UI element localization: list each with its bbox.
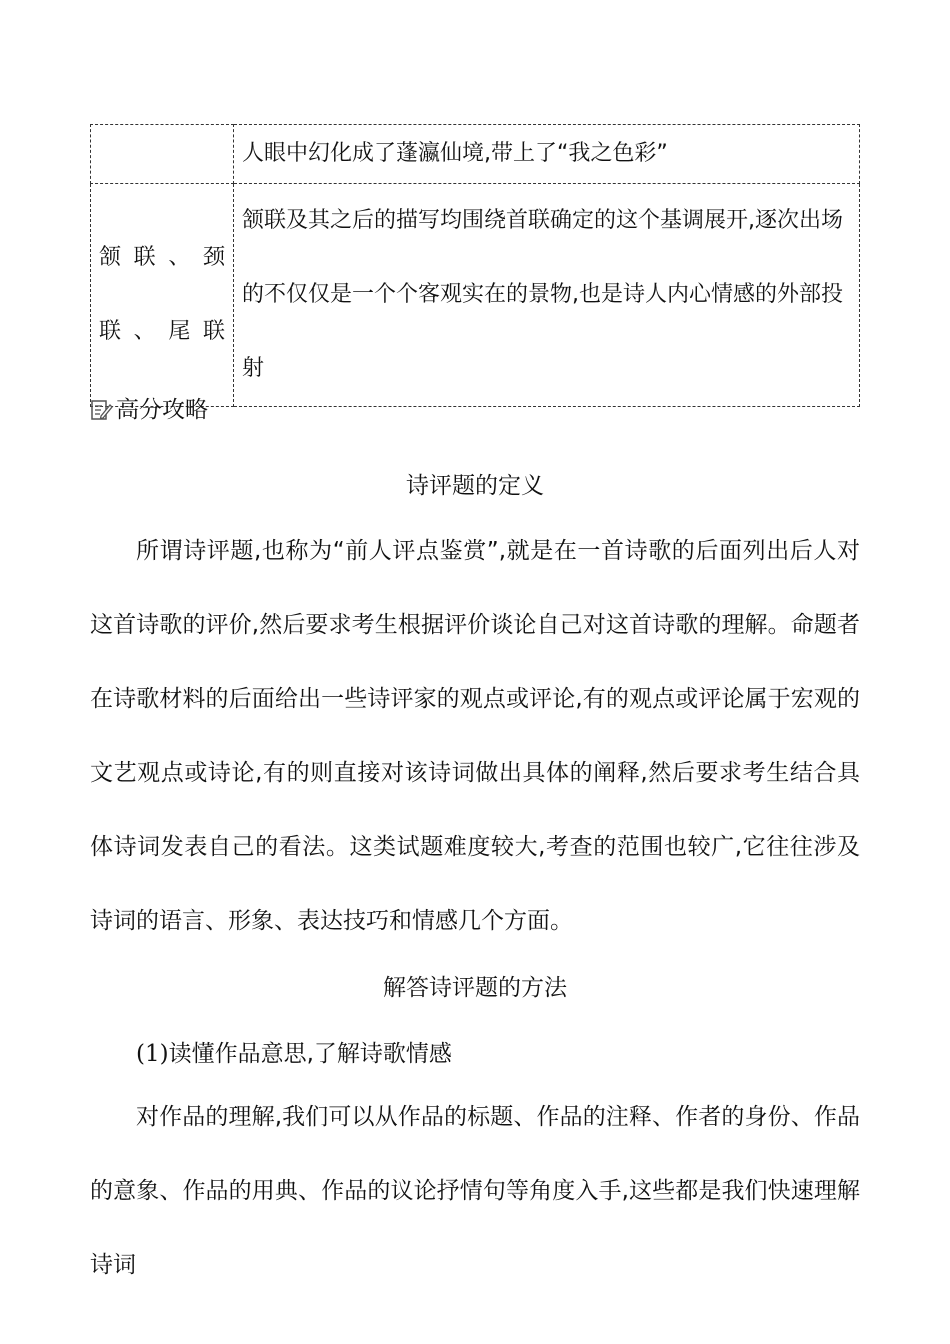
definition-paragraph: 所谓诗评题,也称为“前人评点鉴赏”,就是在一首诗歌的后面列出后人对这首诗歌的评价,然后要求考生根据评价谈论自己对这首诗歌的理解。命题者在诗歌材料的后面给出一些诗评家的观点或评论,有的观点或评论属于宏观的文艺观点或诗论,有的则直接对该诗词做出具体的阐释,然后要求考生结合具体诗词发表自己的看法。这类试题难度较大,考查的范围也较广,它往往涉及诗词的语言、形象、表达技巧和情感几个方面。: [90, 538, 860, 934]
table-cell-content: 颔联及其之后的描写均围绕首联确定的这个基调展开,逐次出场的不仅仅是一个个客观实在的景物,也是诗人内心情感的外部投射: [234, 184, 860, 407]
section-title: 解答诗评题的方法: [383, 975, 567, 1001]
section-heading: [90, 392, 208, 428]
section-title: 诗评题的定义: [406, 473, 544, 499]
step-heading: [136, 1034, 452, 1074]
table-cell-label: [91, 184, 234, 407]
edit-note-icon: [90, 398, 114, 422]
label-line: 颔联、颈: [99, 245, 225, 270]
poetry-analysis-table: [90, 124, 860, 407]
heading-text: 高分攻略: [116, 397, 208, 423]
table-row: [91, 184, 860, 407]
method-paragraph: 对作品的理解,我们可以从作品的标题、作品的注释、作者的身份、作品的意象、作品的用典、作品的议论抒情句等角度入手,这些都是我们快速理解诗词: [90, 1104, 860, 1278]
step-title: 读懂作品意思,了解诗歌情感: [168, 1041, 452, 1067]
table-cell-label: [91, 125, 234, 184]
table-cell-content: 人眼中幻化成了蓬瀛仙境,带上了“我之色彩”: [234, 125, 860, 184]
step-number: (1): [136, 1041, 169, 1067]
label-line: 联、尾联: [99, 319, 225, 344]
table-row: [91, 125, 860, 184]
